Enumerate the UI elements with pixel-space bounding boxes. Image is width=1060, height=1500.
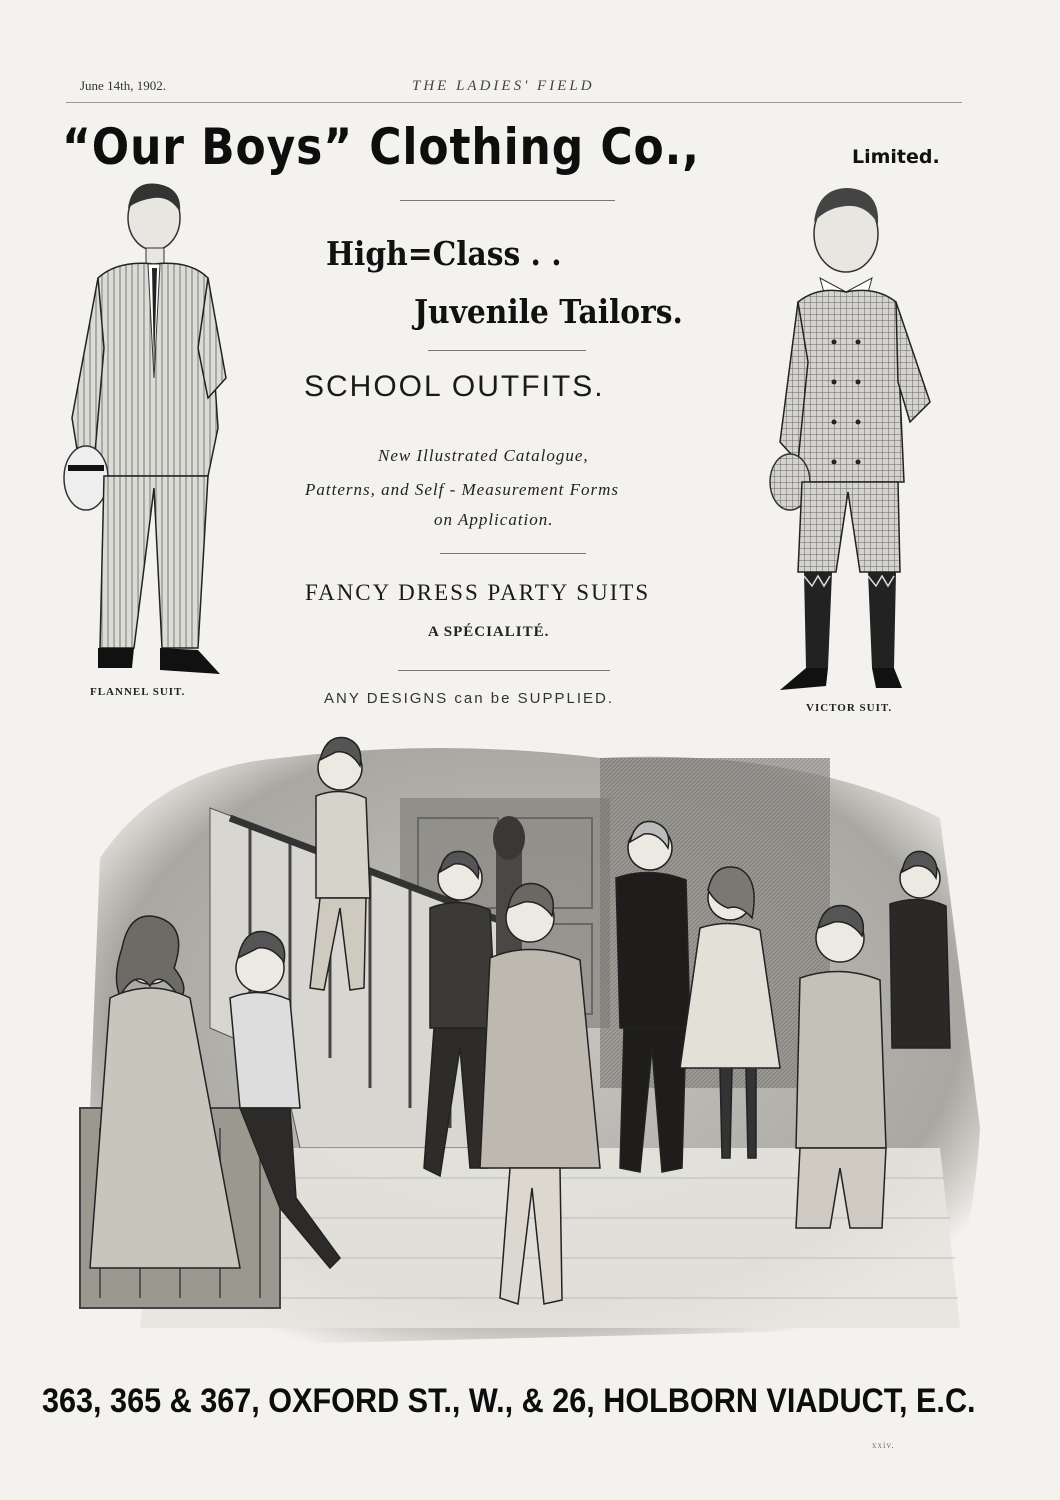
flannel-suit-illustration xyxy=(58,178,238,683)
party-scene-illustration xyxy=(40,728,1020,1368)
tagline-juvenile-tailors: Juvenile Tailors. xyxy=(414,292,683,331)
fancy-dress-heading: FANCY DRESS PARTY SUITS xyxy=(305,580,651,605)
company-name: “Our Boys” Clothing Co., xyxy=(62,118,700,176)
divider xyxy=(400,200,615,201)
catalogue-line-2: Patterns, and Self - Measurement Forms xyxy=(305,480,620,499)
tagline-high-class: High=Class . . xyxy=(326,234,562,273)
school-outfits-heading: SCHOOL OUTFITS. xyxy=(304,370,605,403)
specialite-text: A SPÉCIALITÉ. xyxy=(428,624,550,640)
company-limited: Limited. xyxy=(852,146,940,168)
header-rule xyxy=(66,102,962,103)
catalogue-line-1: New Illustrated Catalogue, xyxy=(378,446,589,465)
divider xyxy=(428,350,586,351)
publication-title: THE LADIES' FIELD xyxy=(412,78,595,94)
flannel-suit-caption: FLANNEL SUIT. xyxy=(90,686,186,698)
issue-date: June 14th, 1902. xyxy=(80,78,166,93)
divider xyxy=(440,553,586,554)
victor-suit-caption: VICTOR SUIT. xyxy=(806,702,893,714)
victor-suit-illustration xyxy=(768,182,968,697)
catalogue-line-3: on Application. xyxy=(434,510,554,529)
address-line: 363, 365 & 367, OXFORD ST., W., & 26, HOLBORN VIADUCT, E.C. xyxy=(42,1382,976,1420)
any-designs-text: ANY DESIGNS can be SUPPLIED. xyxy=(324,690,614,707)
page-mark: xxiv. xyxy=(872,1440,895,1450)
divider xyxy=(398,670,610,671)
